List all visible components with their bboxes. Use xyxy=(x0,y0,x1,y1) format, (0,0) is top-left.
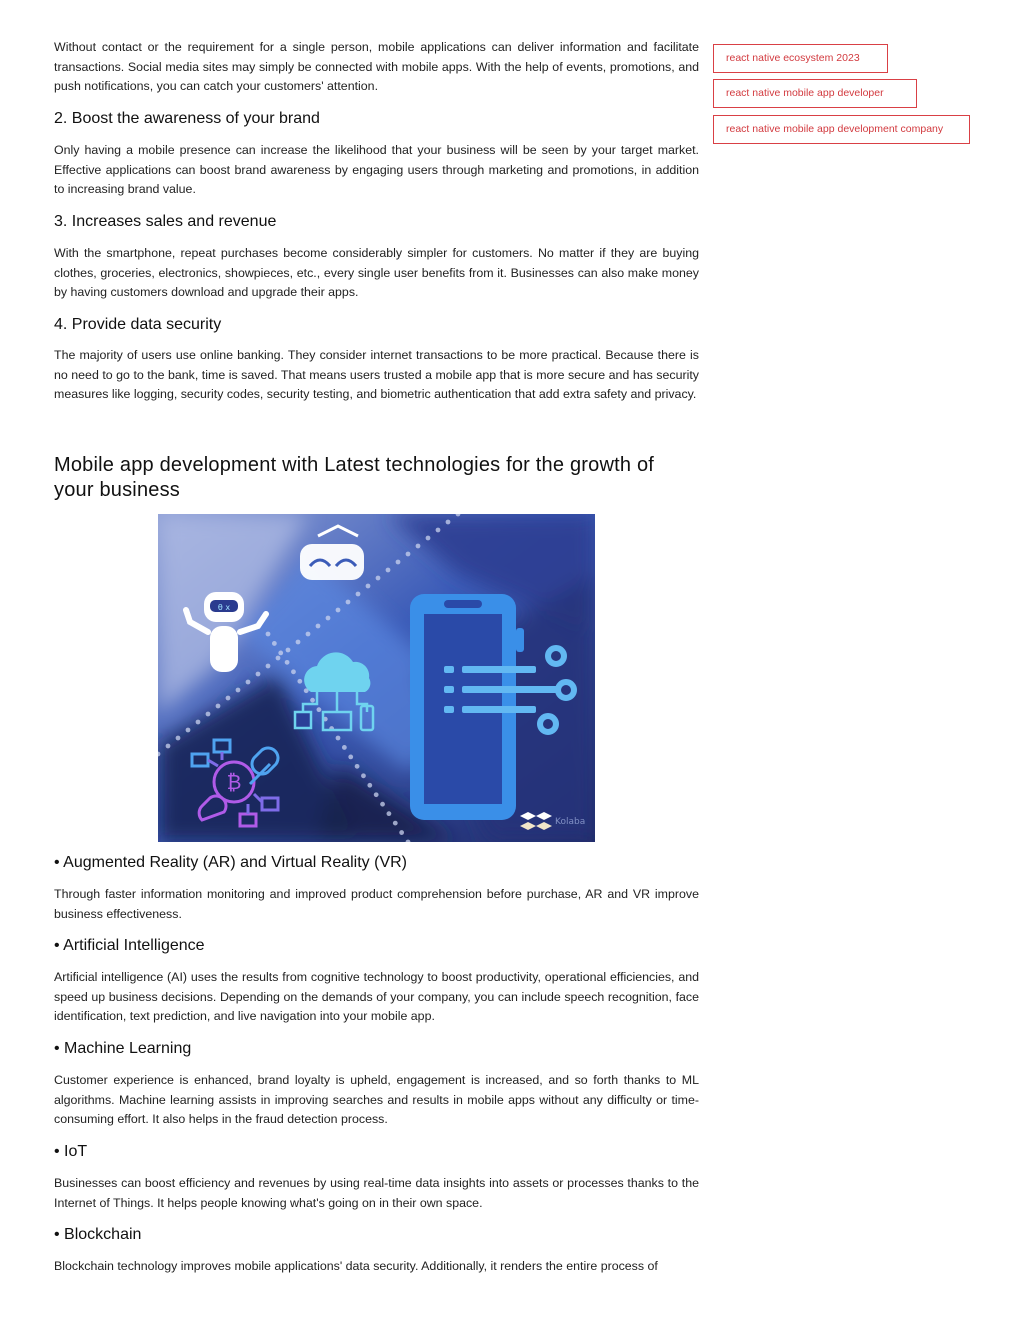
tech-heading-blockchain: • Blockchain xyxy=(54,1226,142,1243)
technology-illustration xyxy=(158,514,595,842)
tag-link-react-native-ecosystem[interactable]: react native ecosystem 2023 xyxy=(713,44,888,73)
section-body-brand-awareness: Only having a mobile presence can increase the likelihood that your business will be seen by your target market. Effective applications can boost brand awareness by engaging users through marketing and promotions, in addition to increasing brand value. xyxy=(54,143,699,197)
tech-body-ar-vr: Through faster information monitoring and improved product comprehension before purchase, AR and VR improve business effectiveness. xyxy=(54,887,699,921)
tech-heading-iot: • IoT xyxy=(54,1143,88,1160)
tech-heading-ar-vr: • Augmented Reality (AR) and Virtual Reality (VR) xyxy=(54,854,408,871)
section-heading-brand-awareness: 2. Boost the awareness of your brand xyxy=(54,110,320,127)
tech-heading-ml: • Machine Learning xyxy=(54,1040,192,1057)
svg-text:θ x: θ x xyxy=(217,603,231,612)
tech-heading-ai: • Artificial Intelligence xyxy=(54,937,205,954)
tech-body-iot: Businesses can boost efficiency and revenues by using real-time data insights into assets or processes thanks to the Internet of Things. It helps people knowing what's going on in their own space. xyxy=(54,1176,699,1210)
tech-body-ml: Customer experience is enhanced, brand loyalty is upheld, engagement is increased, and so forth thanks to ML algorithms. Machine learning assists in improving searches and results in mobile apps without any difficulty or time-consuming effort. It also helps in the fraud detection process. xyxy=(54,1073,699,1127)
main-heading: Mobile app development with Latest technologies for the growth of your business xyxy=(54,454,655,501)
watermark-text: Kolaba xyxy=(555,817,586,827)
tag-link-react-native-mobile-app-developer[interactable]: react native mobile app developer xyxy=(713,79,917,108)
intro-paragraph: Without contact or the requirement for a single person, mobile applications can deliver information and facilitate transactions. Social media sites may simply be connected with mobile apps. With the help of events, promotions, and push notifications, you can catch your customers' attention. xyxy=(54,40,699,94)
section-body-data-security: The majority of users use online banking. They consider internet transactions to be more practical. Because there is no need to go to the bank, time is saved. That means users trusted a mobile app that is more secure and has security measures like logging, security codes, security testing, and biometric authentication that add extra safety and privacy. xyxy=(54,348,699,402)
section-body-sales-revenue: With the smartphone, repeat purchases become considerably simpler for customers. No matter if they are buying clothes, groceries, electronics, showpieces, etc., every single user benefits from it. Businesses can also make money by having customers download and upgrade their apps. xyxy=(54,246,699,300)
section-heading-sales-revenue: 3. Increases sales and revenue xyxy=(54,213,277,230)
tech-body-blockchain: Blockchain technology improves mobile applications' data security. Additionally, it renders the entire process of xyxy=(54,1259,658,1273)
section-heading-data-security: 4. Provide data security xyxy=(54,316,222,333)
tag-link-react-native-development-company[interactable]: react native mobile app development company xyxy=(713,115,970,144)
tech-body-ai: Artificial intelligence (AI) uses the results from cognitive technology to boost productivity, operational efficiencies, and speed up business decisions. Depending on the demands of your company, you can include speech recognition, face identification, text prediction, and live navigation into your mobile app. xyxy=(54,970,699,1024)
svg-text:₿: ₿ xyxy=(226,770,242,794)
